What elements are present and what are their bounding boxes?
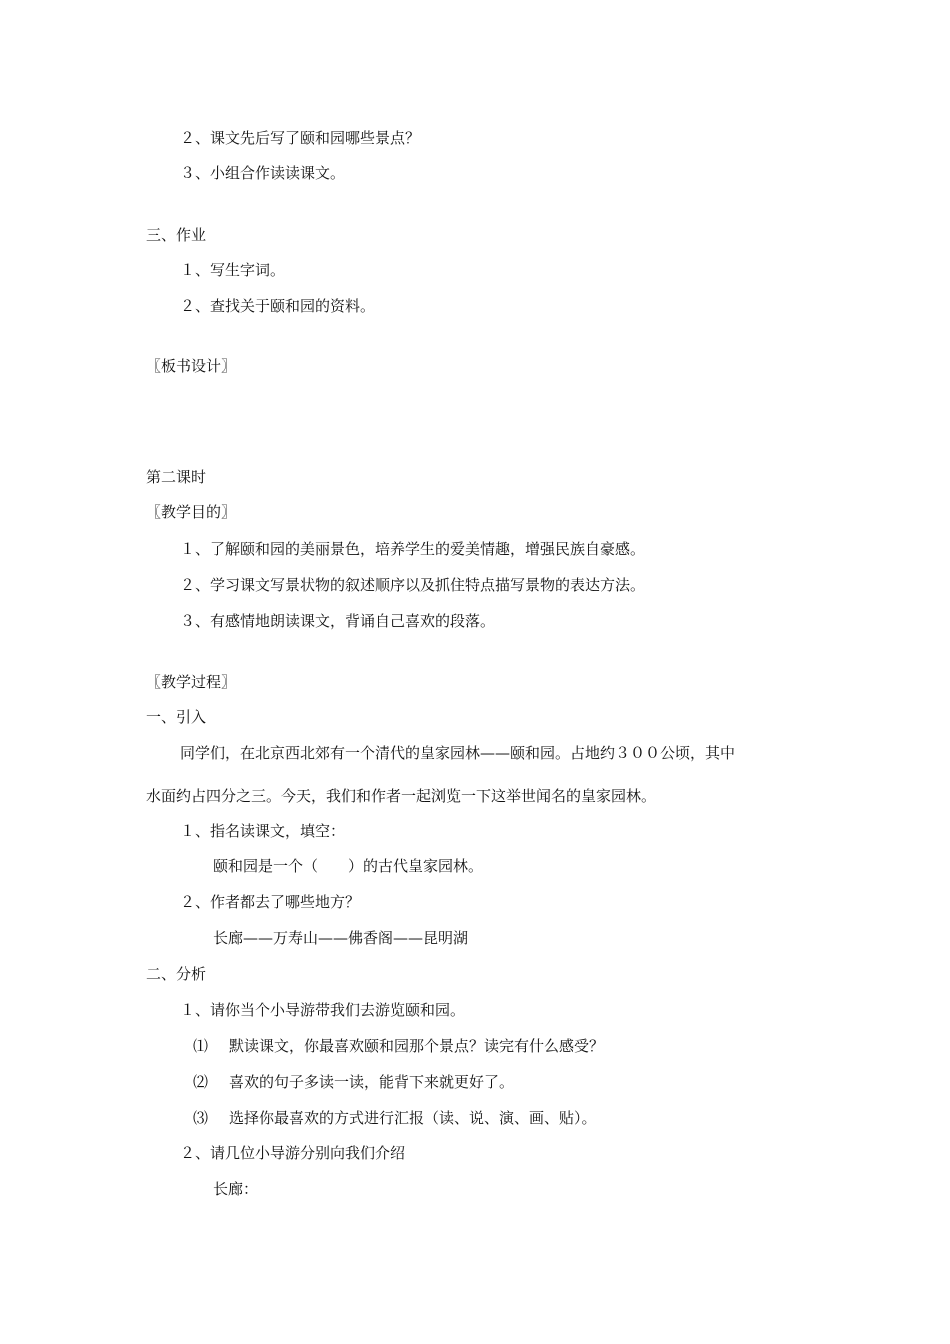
homework-item-1: １、写生字词。 xyxy=(180,261,286,279)
intro-item-2-route: 长廊——万寿山——佛香阁——昆明湖 xyxy=(213,929,469,947)
section-analysis-heading: 二、分析 xyxy=(146,965,207,983)
goal-item-3: ３、有感情地朗读课文，背诵自己喜欢的段落。 xyxy=(180,612,496,630)
homework-item-2: ２、查找关于颐和园的资料。 xyxy=(180,297,376,315)
section-homework-heading: 三、作业 xyxy=(146,226,207,244)
analysis-item-2-corridor: 长廊： xyxy=(213,1180,259,1198)
intro-item-1: １、指名读课文，填空： xyxy=(180,822,346,840)
analysis-sub-2: 喜欢的句子多读一读，能背下来就更好了。 xyxy=(229,1073,515,1091)
section-intro-heading: 一、引入 xyxy=(146,708,207,726)
analysis-sub-1: 默读课文，你最喜欢颐和园那个景点？读完有什么感受？ xyxy=(229,1037,605,1055)
analysis-item-1: １、请你当个小导游带我们去游览颐和园。 xyxy=(180,1001,466,1019)
intro-item-1-fill-blank: 颐和园是一个（ ）的古代皇家园林。 xyxy=(213,857,484,875)
board-design-heading: 〖板书设计〗 xyxy=(146,357,237,375)
analysis-sub-3-number: ⑶ xyxy=(193,1109,209,1127)
intro-item-2: ２、作者都去了哪些地方？ xyxy=(180,893,361,911)
teaching-goals-heading: 〖教学目的〗 xyxy=(146,503,237,521)
lesson-two-heading: 第二课时 xyxy=(146,468,207,486)
intro-paragraph-line-1: 同学们，在北京西北郊有一个清代的皇家园林——颐和园。占地约３００公顷，其中 xyxy=(180,744,736,762)
analysis-sub-2-number: ⑵ xyxy=(193,1073,209,1091)
goal-item-2: ２、学习课文写景状物的叙述顺序以及抓住特点描写景物的表达方法。 xyxy=(180,576,646,594)
analysis-item-2: ２、请几位小导游分别向我们介绍 xyxy=(180,1144,406,1162)
analysis-sub-3: 选择你最喜欢的方式进行汇报（读、说、演、画、贴）。 xyxy=(229,1109,597,1127)
analysis-sub-1-number: ⑴ xyxy=(193,1037,209,1055)
goal-item-1: １、了解颐和园的美丽景色，培养学生的爱美情趣，增强民族自豪感。 xyxy=(180,540,646,558)
question-2: ２、课文先后写了颐和园哪些景点？ xyxy=(180,129,421,147)
intro-paragraph-line-2: 水面约占四分之三。今天，我们和作者一起浏览一下这举世闻名的皇家园林。 xyxy=(146,787,657,805)
teaching-process-heading: 〖教学过程〗 xyxy=(146,673,237,691)
question-3: ３、小组合作读读课文。 xyxy=(180,164,346,182)
